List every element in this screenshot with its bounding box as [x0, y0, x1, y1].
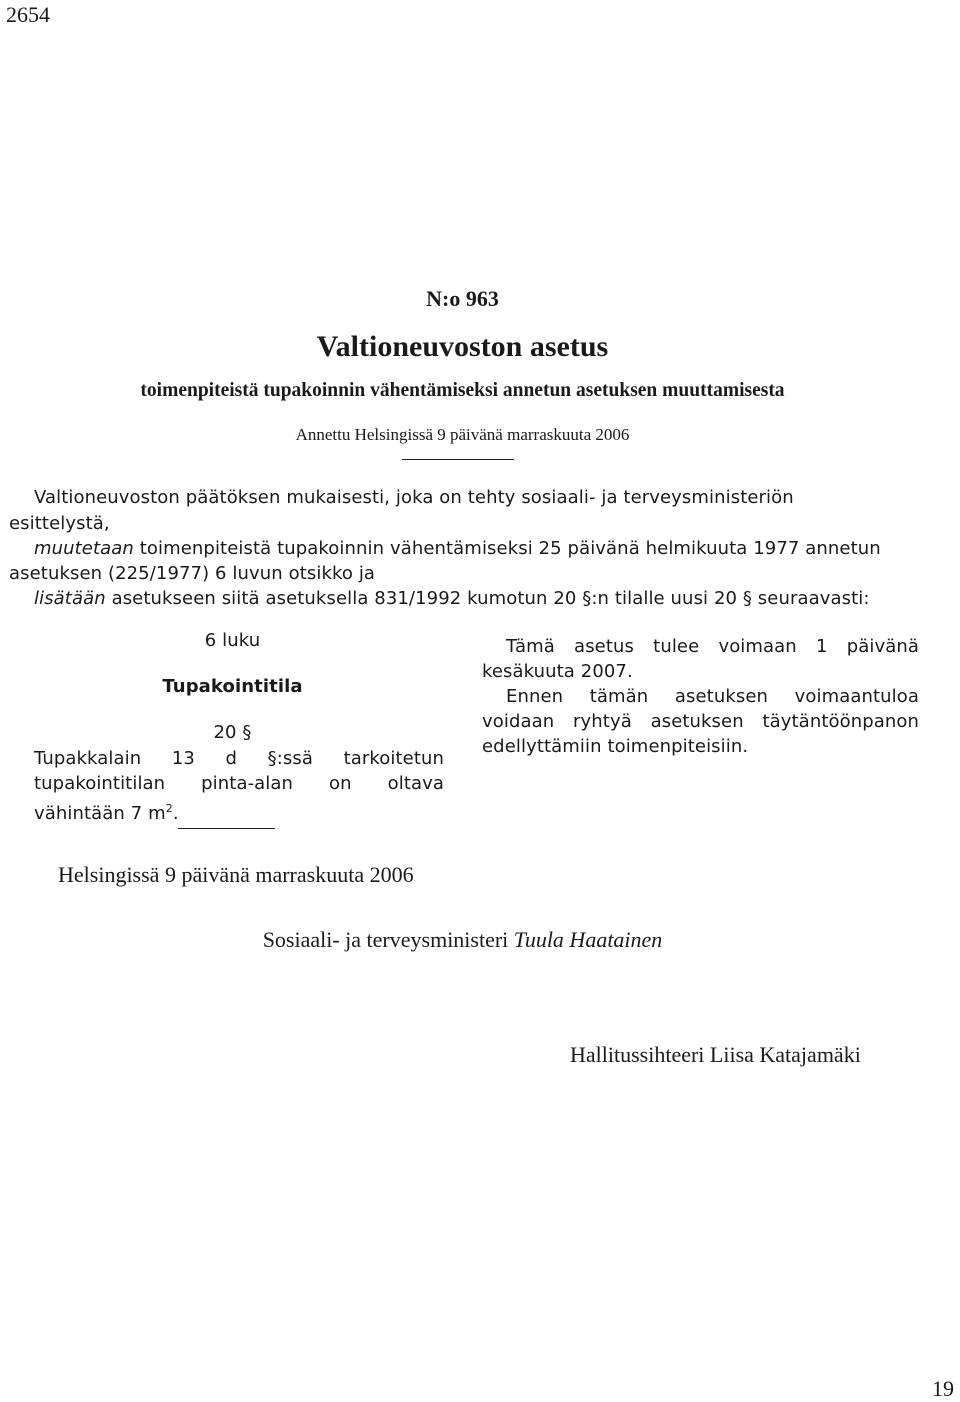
section-heading: 20 §: [213, 722, 252, 743]
document-title: Valtioneuvoston asetus: [316, 330, 609, 363]
section-text-end: .: [172, 803, 179, 824]
intro-paragraph-1-line-2: esittelystä,: [9, 513, 110, 534]
document-subtitle: toimenpiteistä tupakoinnin vähentämiseksi annetun asetuksen muuttamisesta: [140, 380, 785, 401]
statute-number: N:o 963: [426, 286, 499, 311]
entry-into-force: [482, 634, 919, 759]
minister-signature: [0, 927, 925, 953]
secretary-signature: Hallitussihteeri Liisa Katajamäki: [570, 1042, 861, 1067]
section-divider: [178, 828, 275, 829]
intro-paragraph-2-line-2: asetuksen (225/1977) 6 luvun otsikko ja: [9, 563, 376, 584]
signing-place-date: Helsingissä 9 päivänä marraskuuta 2006: [58, 862, 414, 887]
intro-paragraph-3-line-1: [34, 588, 870, 609]
preparatory-measures-paragraph: Ennen tämän asetuksen voimaantuloa voidaan ryhtyä asetuksen täytäntöönpanon edellyttämiin toimenpiteisiin.: [482, 686, 919, 757]
amend-keyword: muutetaan: [34, 538, 134, 559]
page-number-top: 2654: [6, 2, 50, 27]
chapter-title: Tupakointitila: [162, 676, 303, 697]
section-text-superscript: 2: [165, 802, 173, 815]
page-number-bottom: 19: [932, 1376, 954, 1401]
intro-paragraph-2-line-1: [34, 538, 881, 559]
section-text-body: Tupakkalain 13 d §:ssä tarkoitetun tupakointitilan pinta-alan on oltava vähintään 7 m: [34, 748, 444, 824]
add-keyword: lisätään: [34, 588, 106, 609]
chapter-heading: 6 luku: [204, 630, 261, 651]
minister-name: Tuula Haatainen: [513, 927, 663, 952]
given-date-line: Annettu Helsingissä 9 päivänä marraskuuta 2006: [295, 425, 630, 444]
header-divider: [402, 459, 514, 460]
section-text: [34, 746, 444, 826]
entry-into-force-paragraph: Tämä asetus tulee voimaan 1 päivänä kesäkuuta 2007.: [482, 636, 919, 682]
intro-paragraph-2-text: toimenpiteistä tupakoinnin vähentämiseksi 25 päivänä helmikuuta 1977 annetun: [133, 538, 881, 559]
intro-paragraph-1-line-1: Valtioneuvoston päätöksen mukaisesti, joka on tehty sosiaali- ja terveysministeriön: [34, 487, 794, 508]
intro-paragraph-3-text: asetukseen siitä asetuksella 831/1992 kumotun 20 §:n tilalle uusi 20 § seuraavasti:: [105, 588, 870, 609]
minister-title: Sosiaali- ja terveysministeri: [262, 927, 514, 952]
